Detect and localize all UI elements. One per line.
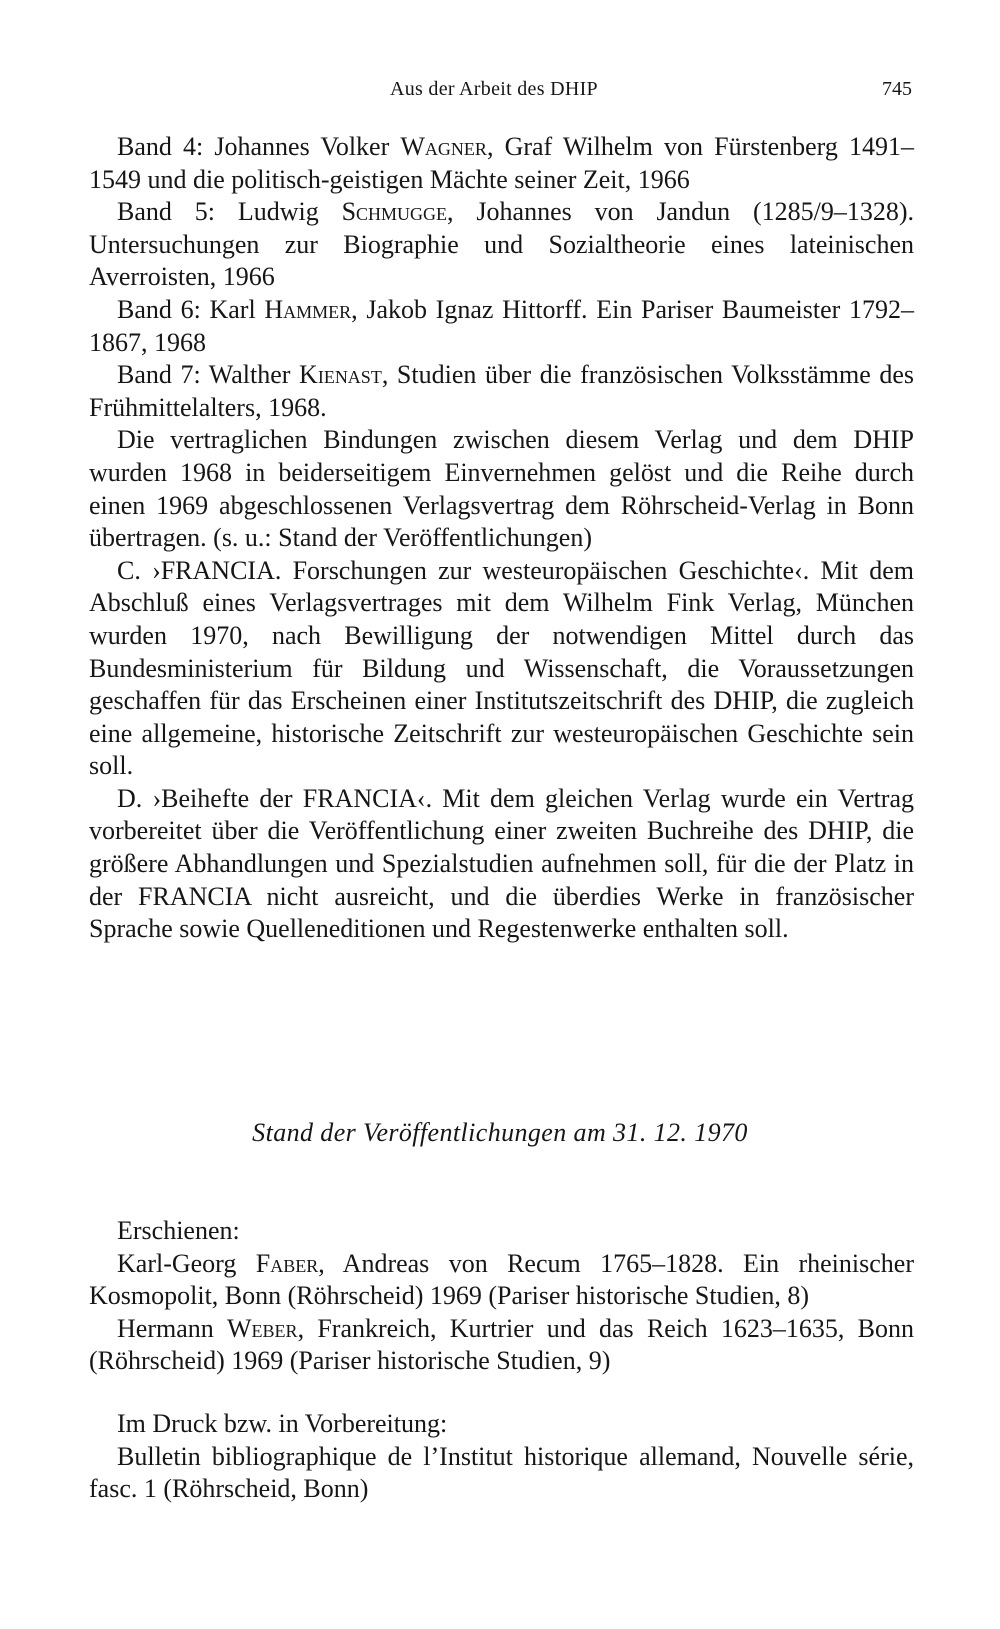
paragraph-verlag: Die vertraglichen Bindungen zwischen diesem Verlag und dem DHIP wurden 1968 in beiderseitigem Einvernehmen gelöst und die Reihe durch einen 1969 abgeschlossenen Verlagsvertrag dem Röhrscheid-Verlag in Bonn übertragen. (s. u.: Stand der Veröffentlichungen) <box>89 425 914 553</box>
entry-prefix: Band 4: Johannes Volker <box>117 132 401 161</box>
entry-prefix: Band 6: Karl <box>117 294 265 324</box>
publication-faber <box>89 1248 914 1313</box>
published-label: Erschienen: <box>117 1216 240 1245</box>
entry-title: , Frankreich, Kurtrier und das Reich 1623–1635, Bonn (Röhrscheid) 1969 (Pariser historische Studien, 9) <box>89 1313 914 1376</box>
entry-title: , Jakob Ignaz Hittorff. Ein Pariser Baumeister 1792–1867, 1968 <box>89 294 914 357</box>
publication-bulletin: Bulletin bibliographique de l’Institut historique allemand, Nouvelle série, fasc. 1 (Röhrscheid, Bonn) <box>89 1441 914 1504</box>
body-text <box>89 131 914 946</box>
author-name: Kienast <box>299 360 382 390</box>
entry-prefix: Hermann <box>117 1313 228 1343</box>
entry-title: , Andreas von Recum 1765–1828. Ein rheinischer Kosmopolit, Bonn (Röhrscheid) 1969 (Pariser historische Studien, 8) <box>89 1248 914 1311</box>
entry-prefix: Karl-Georg <box>117 1248 256 1278</box>
series-entry-band-6 <box>89 294 914 359</box>
in-press-list <box>89 1408 914 1506</box>
entry-title: , Graf Wilhelm von Fürstenberg 1491–1549 und die politisch-geistigen Mächte seiner Zeit, 1966 <box>89 132 914 194</box>
paragraph-beihefte: D. ›Beihefte der FRANCIA‹. Mit dem gleichen Verlag wurde ein Vertrag vorbereitet über die Veröffentlichung einer zweiten Buchreihe des DHIP, die größere Abhandlungen und Spezialstudien aufnehmen soll, für die der Platz in der FRANCIA nicht ausreicht, und die überdies Werke in französischer Sprache sowie Quelleneditionen und Regestenwerke enthalten soll. <box>89 783 914 944</box>
author-name: Schmugge <box>341 197 448 227</box>
author-name: Faber <box>255 1248 319 1278</box>
series-entry-band-4 <box>89 131 914 196</box>
author-name: Wagner <box>400 132 487 161</box>
page-number: 745 <box>882 78 912 100</box>
in-press-label: Im Druck bzw. in Vorbereitung: <box>117 1409 448 1438</box>
entry-prefix: Band 7: Walther <box>117 360 300 390</box>
running-head: Aus der Arbeit des DHIP <box>390 78 598 100</box>
entry-title: , Studien über die französischen Volksstämme des Frühmittelalters, 1968. <box>89 360 915 422</box>
publication-weber <box>89 1313 914 1378</box>
entry-prefix: Band 5: Ludwig <box>117 197 342 227</box>
paragraph-francia: C. ›FRANCIA. Forschungen zur westeuropäischen Geschichte‹. Mit dem Abschluß eines Verlagsvertrages mit dem Wilhelm Fink Verlag, München wurden 1970, nach Bewilligung der notwendigen Mittel durch das Bundesministerium für Bildung und Wissenschaft, die Voraussetzungen geschaffen für das Erscheinen einer Institutszeitschrift des DHIP, die zugleich eine allgemeine, historische Zeitschrift zur westeuropäischen Geschichte sein soll. <box>89 555 914 781</box>
section-heading: Stand der Veröffentlichungen am 31. 12. 1970 <box>252 1118 748 1147</box>
author-name: Hammer <box>264 294 352 324</box>
author-name: Weber <box>227 1313 298 1343</box>
entry-title: , Johannes von Jandun (1285/9–1328). Untersuchungen zur Biographie und Sozialtheorie eines lateinischen Averroisten, 1966 <box>89 197 914 292</box>
series-entry-band-5 <box>89 196 914 294</box>
series-entry-band-7 <box>89 359 914 424</box>
published-list <box>89 1215 914 1378</box>
